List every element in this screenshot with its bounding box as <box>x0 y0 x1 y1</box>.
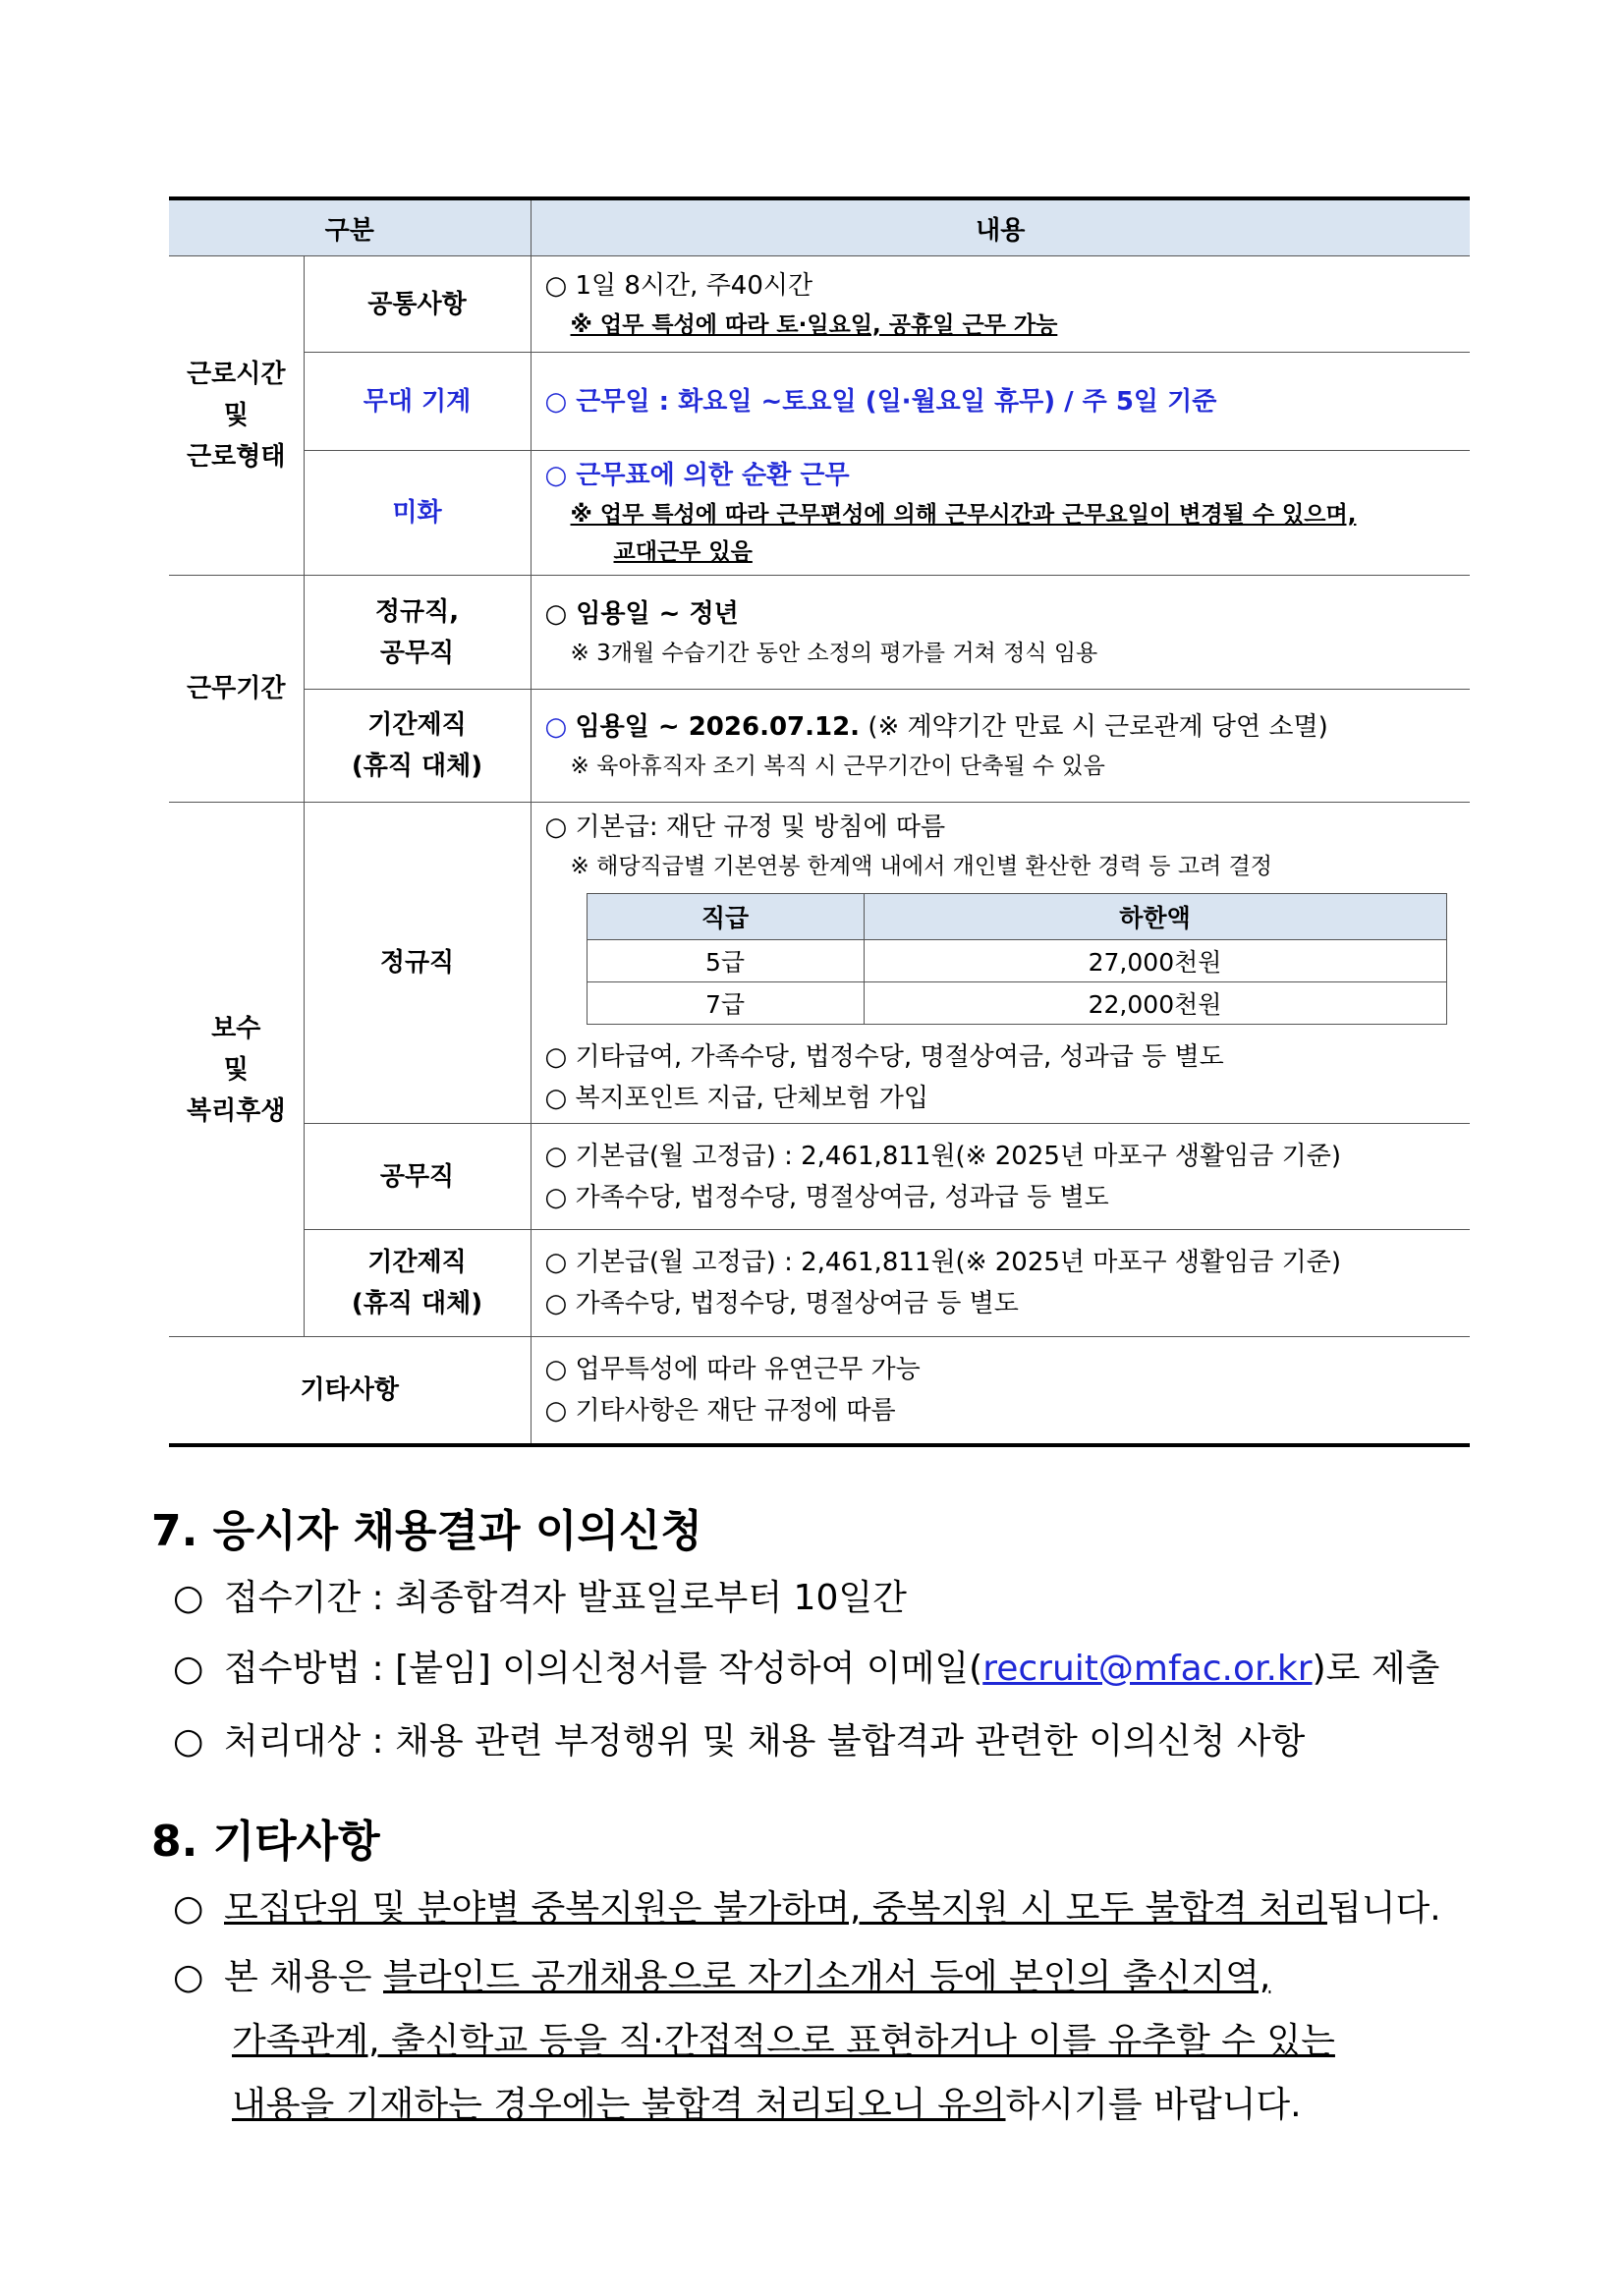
section8-title: 8. 기타사항 <box>151 1817 380 1867</box>
label-etc: 기타사항 <box>169 1337 531 1445</box>
grade-header: 직급 <box>587 894 864 940</box>
content-etc: ○ 업무특성에 따라 유연근무 가능 ○ 기타사항은 재단 규정에 따름 <box>531 1337 1470 1445</box>
min-amount-header: 하한액 <box>864 894 1446 940</box>
section7-item-method: ○ 접수방법 : [붙임] 이의신청서를 작성하여 이메일(recruit@mfac.or.kr)로 제출 <box>173 1649 1440 1689</box>
label-stage-machinery: 무대 기계 <box>304 353 531 451</box>
section8-item-duplicate: ○ 모집단위 및 분야별 중복지원은 불가하며, 중복지원 시 모두 불합격 처리됩니다. <box>173 1888 1441 1929</box>
category-period: 근무기간 <box>169 576 304 803</box>
section7-title: 7. 응시자 채용결과 이의신청 <box>151 1506 702 1556</box>
header-content: 내용 <box>531 198 1470 256</box>
email-link[interactable]: recruit@mfac.or.kr <box>982 1649 1313 1689</box>
content-common: ○ 1일 8시간, 주40시간 ※ 업무 특성에 따라 토·일요일, 공휴일 근무 가능 <box>531 256 1470 353</box>
content-pay-fixed: ○ 기본급(월 고정급) : 2,461,811원(※ 2025년 마포구 생활임금 기준) ○ 가족수당, 법정수당, 명절상여금 등 별도 <box>531 1230 1470 1337</box>
grade-salary-table <box>587 893 1447 1025</box>
label-regular-public: 정규직, 공무직 <box>304 576 531 690</box>
table-row: 7급 22,000천원 <box>587 982 1446 1025</box>
label-pay-regular: 정규직 <box>304 803 531 1124</box>
table-row: 5급 27,000천원 <box>587 940 1446 982</box>
label-common: 공통사항 <box>304 256 531 353</box>
label-fixed-term: 기간제직 (휴직 대체) <box>304 690 531 803</box>
employment-conditions-table <box>169 196 1470 1447</box>
content-cleaning: ○ 근무표에 의한 순환 근무 ※ 업무 특성에 따라 근무편성에 의해 근무시간과 근무요일이 변경될 수 있으며, 교대근무 있음 <box>531 451 1470 576</box>
content-pay-public: ○ 기본급(월 고정급) : 2,461,811원(※ 2025년 마포구 생활임금 기준) ○ 가족수당, 법정수당, 명절상여금, 성과급 등 별도 <box>531 1124 1470 1230</box>
category-pay-benefits: 보수 및 복리후생 <box>169 803 304 1337</box>
content-period-regular: ○ 임용일 ~ 정년 ※ 3개월 수습기간 동안 소정의 평가를 거쳐 정식 임용 <box>531 576 1470 690</box>
content-pay-regular: ○ 기본급: 재단 규정 및 방침에 따름 ※ 해당직급별 기본연봉 한계액 내에서 개인별 환산한 경력 등 고려 결정 직급 하한액 5급 27,000천원 7급 22,000천원 ○ 기타급여, 가족수당, 법정수당, 명절상여금, 성과급 등 별도 ○ 복지포인트 지급, 단체보험 가입 <box>531 803 1470 1124</box>
category-work-hours: 근로시간 및 근로형태 <box>169 256 304 576</box>
content-period-fixed: ○ 임용일 ~ 2026.07.12. (※ 계약기간 만료 시 근로관계 당연 소멸) ※ 육아휴직자 조기 복직 시 근무기간이 단축될 수 있음 <box>531 690 1470 803</box>
label-cleaning: 미화 <box>304 451 531 576</box>
content-stage-machinery: ○ 근무일 : 화요일 ~토요일 (일·월요일 휴무) / 주 5일 기준 <box>531 353 1470 451</box>
label-pay-public: 공무직 <box>304 1124 531 1230</box>
header-category: 구분 <box>169 198 531 256</box>
section8-item-blind: ○ 본 채용은 블라인드 공개채용으로 자기소개서 등에 본인의 출신지역, 가족관계, 출신학교 등을 직·간접적으로 표현하거나 이를 유추할 수 있는 내용을 기재하는 경우에는 불합격 처리되오니 유의하시기를 바랍니다. <box>173 1957 1335 2125</box>
section7-item-period: ○ 접수기간 : 최종합격자 발표일로부터 10일간 <box>173 1578 907 1618</box>
label-pay-fixed: 기간제직 (휴직 대체) <box>304 1230 531 1337</box>
section7-item-target: ○ 처리대상 : 채용 관련 부정행위 및 채용 불합격과 관련한 이의신청 사항 <box>173 1721 1306 1762</box>
